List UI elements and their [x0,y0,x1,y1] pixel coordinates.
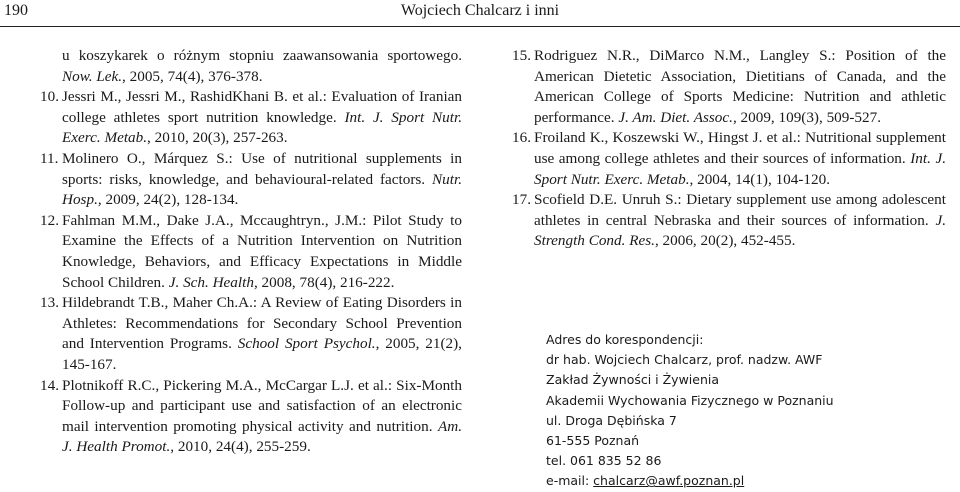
journal-name: J. Strength Cond. Res. [534,211,946,250]
reference-number: 10. [40,88,59,106]
reference-text: Molinero O., Márquez S.: Use of nutritional supplements in sports: risks, knowledge, and behavioural-related factors. Nutr. Hosp., 2009, 24(2), 128-134. [62,149,462,209]
reference-number: 16. [512,129,531,147]
reference-item [40,376,462,458]
reference-number: 15. [512,47,531,64]
reference-number: 17. [512,191,531,209]
reference-text: Hildebrandt T.B., Maher Ch.A.: A Review of Eating Disorders in Athletes: Recommendations for Secondary School Prevention and Intervention Programs. School Sport Psychol., 2005, 21(2), 145-167. [62,294,462,373]
reference-number: 12. [40,211,59,229]
reference-text: Froiland K., Koszewski W., Hingst J. et al.: Nutritional supplement use among college athletes and their sources of information. Int. J. Sport Nutr. Exerc. Metab., 2004, 14(1), 104-120. [534,129,946,188]
reference-item [512,128,946,190]
references-right-column [512,46,946,252]
address-line: Akademii Wychowania Fizycznego w Poznaniu [546,392,834,408]
reference-text: Rodriguez N.R., DiMarco N.M., Langley S.: Position of the American Dietetic Association, Dietitians of Canada, and the American College of Sports Medicine: Nutrition and athletic performance. J. Am. Diet. Assoc., 2009, 109(3), 509-527. [534,47,946,126]
reference-number: 14. [40,376,59,394]
reference-item [40,211,462,293]
address-email: e-mail: chalcarz@awf.poznan.pl [546,473,745,489]
reference-item [512,46,946,128]
journal-name: Nutr. Hosp. [62,170,462,209]
reference-text: Plotnikoff R.C., Pickering M.A., McCargar L.J. et al.: Six-Month Follow-up and participant use and satisfaction of an electronic mail intervention promoting physical activity and nutrition. Am. J. Health Promot., 2010, 24(4), 255-259. [62,376,462,456]
reference-list-right [512,46,946,252]
page-number: 190 [4,2,28,19]
correspondence-address [546,330,834,492]
reference-text: Scofield D.E. Unruh S.: Dietary supplement use among adolescent athletes in central Nebraska and their sources of information. J. Strength Cond. Res., 2006, 20(2), 452-455. [534,191,946,250]
journal-name: School Sport Psychol. [237,335,376,353]
reference-number: 11. [40,149,59,167]
reference-text: Jessri M., Jessri M., RashidKhani B. et al.: Evaluation of Iranian college athletes sport nutrition knowledge. Int. J. Sport Nutr. Exerc. Metab., 2010, 20(3), 257-263. [62,88,462,147]
address-lines [546,350,834,471]
address-line: tel. 061 835 52 86 [546,453,662,469]
journal-name: Am. J. Health Promot. [62,417,462,456]
address-line: 61-555 Poznań [546,433,640,449]
reference-item [512,190,946,252]
reference-item [40,149,462,211]
references-left-column [40,46,462,458]
reference-item [40,87,462,149]
email-link[interactable]: chalcarz@awf.poznan.pl [593,473,745,489]
address-heading: Adres do korespondencji: [546,332,704,347]
reference-item [40,293,462,375]
reference-list-left [40,87,462,458]
journal-name: J. Sch. Health [168,273,254,291]
reference-text: Fahlman M.M., Dake J.A., Mccaughtryn., J.M.: Pilot Study to Examine the Effects of a Nutrition Intervention on Nutrition Knowledge, Behaviors, and Efficacy Expectations in Middle School Children. J. Sch. Health, 2008, 78(4), 216-222. [62,211,462,291]
journal-name: Int. J. Sport Nutr. Exerc. Metab. [62,108,462,147]
running-title: Wojciech Chalcarz i inni [400,2,560,19]
address-line: ul. Droga Dębińska 7 [546,412,677,428]
address-line: dr hab. Wojciech Chalcarz, prof. nadzw. AWF [546,352,823,368]
journal-name: Int. J. Sport Nutr. Exerc. Metab. [534,149,946,188]
reference-continuation: u koszykarek o różnym stopniu zaawansowania sportowego. Now. Lek., 2005, 74(4), 376-378. [62,47,462,85]
page-header [0,0,960,27]
journal-name: J. Am. Diet. Assoc. [618,108,733,126]
address-line: Zakład Żywności i Żywienia [546,372,720,388]
reference-number: 13. [40,294,59,312]
